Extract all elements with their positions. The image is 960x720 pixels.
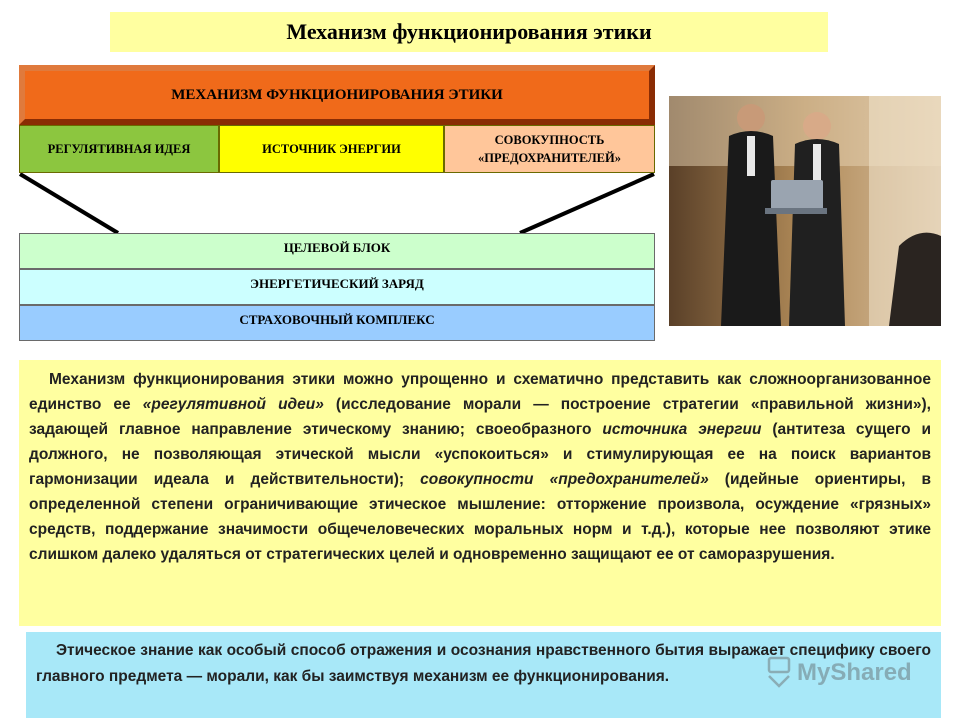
- description-paragraph: [19, 360, 941, 626]
- desc-italic-energy-source: источника энергии: [602, 421, 762, 438]
- desc-part-4: (идейные ориентиры, в определенной степени ограничивающие этическое мышление: отторжение произвола, осуждение «грязных» средств, поддержание значимости общечеловеческих моральных норм и т.д.), которые нее позволяют этике слишком далеко удаляться от стратегических целей и одновременно защищают ее от саморазрушения.: [29, 471, 931, 563]
- cell-regulative-idea: РЕГУЛЯТИВНАЯ ИДЕЯ: [19, 125, 219, 173]
- cell-safeguards-line1: СОВОКУПНОСТЬ: [494, 133, 605, 147]
- watermark-text: MyShared: [797, 659, 912, 686]
- block-target: ЦЕЛЕВОЙ БЛОК: [19, 233, 655, 269]
- desc-italic-safeguards: совокупности «предохранителей»: [420, 471, 709, 488]
- desc-italic-regulative-idea: «регулятивной идеи»: [142, 396, 324, 413]
- desc-part-1: Механизм функционирования этики можно упрощенно и схематично представить как сложноорганизованное единство ее: [29, 371, 931, 413]
- desc-part-2: (исследование морали — построение стратегии «правильной жизни»), задающей главное направление этическому знанию; своеобразного: [29, 396, 931, 438]
- watermark-logo: [765, 650, 945, 694]
- cell-safeguards: [444, 125, 655, 173]
- mechanism-header: МЕХАНИЗМ ФУНКЦИОНИРОВАНИЯ ЭТИКИ: [25, 71, 649, 119]
- photo-illustration: [669, 96, 941, 326]
- cell-safeguards-line2: «ПРЕДОХРАНИТЕЛЕЙ»: [478, 151, 621, 165]
- cell-energy-source: ИСТОЧНИК ЭНЕРГИИ: [219, 125, 444, 173]
- connector-left: [20, 174, 118, 233]
- business-people-photo: [669, 96, 941, 326]
- slide-title: Механизм функционирования этики: [110, 12, 828, 52]
- conclusion-text: Этическое знание как особый способ отражения и осознания нравственного бытия выражает специфику своего главного предмета — морали, как бы заимствуя механизм ее функционирования.: [36, 642, 931, 685]
- desc-part-3: (антитеза сущего и должного, не позволяющая этической мысли «успокоиться» и стимулирующая ее на поиск вариантов гармонизации идеала и действительности);: [29, 421, 931, 488]
- watermark-icon: [769, 658, 789, 686]
- connector-right: [520, 174, 654, 233]
- block-energy-charge: ЭНЕРГЕТИЧЕСКИЙ ЗАРЯД: [19, 269, 655, 305]
- block-insurance-complex: СТРАХОВОЧНЫЙ КОМПЛЕКС: [19, 305, 655, 341]
